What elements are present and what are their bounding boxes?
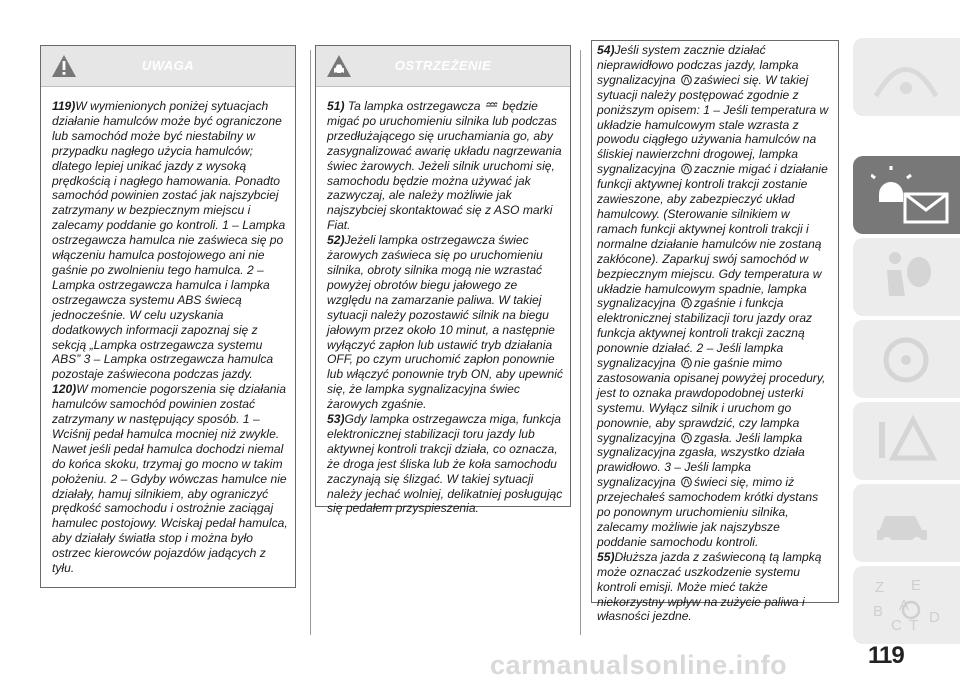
uwaga-panel — [40, 45, 296, 588]
ostrzezenie-panel — [315, 45, 571, 516]
ostrzezenie-header — [316, 46, 570, 87]
car-dashboard-icon — [871, 48, 941, 106]
svg-text:D: D — [929, 609, 940, 626]
tab-warning-lights[interactable] — [853, 156, 960, 234]
watermark-text: carmanualsonline.info — [490, 650, 788, 680]
svg-text:A: A — [899, 597, 910, 614]
svg-text:C: C — [891, 617, 902, 634]
airbag-icon — [871, 248, 941, 306]
tab-index[interactable] — [853, 566, 960, 644]
note-54: 54)Jeśli system zacznie działać nieprawidłowo podczas jazdy, lampka sygnalizacyjna zaświeci się. W takiej sytuacji należy postępować zgodnie z poniższym opisem: 1 – Jeśli temperatura w układzie hamulcowym stale wzrasta z powodu ciągłego używania hamulców na śliskiej nawierzchni drogowej, lampka sygnalizacyjna zacznie migać i działanie funkcji aktywnej kontroli trakcji zostanie zawieszone, aby zabezpieczyć układ hamulcowy. (Sterowanie silnikiem w ramach funkcji aktywnej kontroli trakcji i normalne działanie hamulców nie zostaną zakłócone). Zaparkuj swój samochód w bezpiecznym miejscu. Gdy temperatura w układzie hamulcowym spadnie, lampka sygnalizacyjna zgaśnie i funkcja elektronicznej stabilizacji toru jazdy oraz funkcja aktywnej kontroli trakcji zaczną ponownie działać. 2 – Jeśli lampka sygnalizacyjna nie gaśnie mimo zastosowania opisanej powyżej procedury, jest to oznaka prawdopodobnej usterki systemu. Wyłącz silnik i uruchom go ponownie, aby sprawdzić, czy lampka sygnalizacyjna zgasła. Jeśli lampka sygnalizacyjna zgasła, wszystko działa prawidłowo. 3 – Jeśli lampka sygnalizacyjna świeci się, mimo iż przejechałeś samochodem krótki dystans po ponownym uruchomieniu silnika, zalecamy możliwie jak najszybsze poddanie samochodu kontroli. — [597, 43, 829, 549]
uwaga-header — [41, 46, 295, 87]
warning-light-message-icon — [871, 166, 951, 228]
notes-panel — [591, 40, 839, 624]
page-number: 119 — [868, 642, 904, 669]
svg-text:E: E — [911, 577, 922, 594]
svg-text:B: B — [873, 603, 884, 620]
column-separator — [580, 50, 581, 635]
tab-maintenance[interactable] — [853, 484, 960, 562]
tab-safety[interactable] — [853, 238, 960, 316]
svg-text:Z: Z — [875, 579, 885, 596]
traction-control-icon — [680, 357, 693, 369]
note-53: 53)Gdy lampka ostrzegawcza miga, funkcja elektronicznej stabilizacji toru jazdy lub aktywnej kontroli trakcji działa, co oznacza, że droga jest śliska lub że koła samochodu zaczynają się ślizgać. W takiej sytuacji należy jechać wolniej, delikatniej posługując się pedałem przyspieszenia. — [327, 412, 563, 516]
glow-plug-icon — [485, 100, 498, 112]
uwaga-body — [41, 87, 295, 576]
tab-emergency[interactable] — [853, 402, 960, 480]
ostrzezenie-body — [316, 87, 570, 516]
tab-vehicle-overview[interactable] — [853, 38, 960, 116]
note-55: 55)Dłuższa jazda z zaświeconą tą lampką może oznaczać uszkodzenie systemu kontroli emisji. Może mieć także niekorzystny wpływ na zużycie paliwa i własności jezdne. — [597, 549, 822, 624]
traction-control-icon — [680, 297, 693, 309]
warning-triangle-tools-icon — [871, 412, 941, 470]
notes-body — [592, 41, 838, 624]
traction-control-icon — [680, 476, 693, 488]
traction-control-icon — [680, 74, 693, 86]
note-119: 119)W wymienionych poniżej sytuacjach działanie hamulców może być ograniczone lub samochód może być niestabilny w przypadku nagłego użycia hamulców; dlatego lepiej unikać jazdy z wysoką prędkością i nagłego hamowania. Ponadto samochód powinien zostać jak najszybciej zatrzymany w bezpiecznym miejscu i zalecamy poddanie go kontroli. 1 – Lampka ostrzegawcza hamulca nie zaświeca się po włączeniu hamulca postojowego ani nie gaśnie po zwolnieniu tego hamulca. 2 – Lampka ostrzegawcza hamulca i lampka ostrzegawcza systemu ABS świecą jednocześnie. W celu uzyskania dodatkowych informacji zapoznaj się z sekcją „Lampka ostrzegawcza systemu ABS” 3 – Lampka ostrzegawcza hamulca pozostaje zaświecona podczas jazdy. — [52, 99, 286, 382]
ostrzezenie-title: OSTRZEŻENIE — [394, 58, 492, 73]
column-separator — [310, 50, 311, 635]
traction-control-icon — [680, 163, 693, 175]
svg-text:T: T — [909, 617, 919, 634]
uwaga-title: UWAGA — [141, 58, 195, 73]
note-52: 52)Jeżeli lampka ostrzegawcza świec żarowych zaświeca się po uruchomieniu silnika, obroty silnika mogą nie wzrastać powyżej obrotów biegu jałowego ze względu na zamarzanie paliwa. W takiej sytuacji należy pozostawić silnik na biegu jałowym przez około 10 minut, a następnie wyłączyć zapłon lub ustawić tryb działania OFF, po czym uruchomić zapłon ponownie lub włączyć ponownie tryb ON, aby upewnić się, że lampka sygnalizacyjna świec żarowych zgaśnie. — [327, 233, 563, 412]
car-service-icon — [871, 494, 941, 552]
note-120: 120)W momencie pogorszenia się działania hamulców samochód powinien zostać zatrzymany w następujący sposób. 1 – Wciśnij pedał hamulca mocniej niż zwykle. Nawet jeśli pedał hamulca dochodzi niemal do końca skoku, trzymaj go mocno w takim położeniu. 2 – Gdyby wówczas hamulce nie działały, hamuj silnikiem, aby ograniczyć prędkość samochodu i ostrożnie zaciągaj hamulec postojowy. Wciskaj pedał hamulca, aby działały światła stop i można było ostrzec kierowców pojazdów jadących z tyłu. — [52, 382, 288, 576]
tab-starting-driving[interactable] — [853, 320, 960, 398]
note-51: 51) Ta lampka ostrzegawcza będzie migać po uruchomieniu silnika lub podczas przedłużającego się uruchamiania go, aby zasygnalizować awarię układu nagrzewania świec żarowych. Jeżeli silnik uruchomi się, samochodu będzie można używać jak zazwyczaj, ale należy możliwie jak najszybciej skontaktować się z ASO marki Fiat. — [327, 99, 562, 233]
steering-wheel-icon — [871, 330, 941, 388]
alphabetical-index-icon — [871, 576, 951, 634]
traction-control-icon — [680, 432, 693, 444]
